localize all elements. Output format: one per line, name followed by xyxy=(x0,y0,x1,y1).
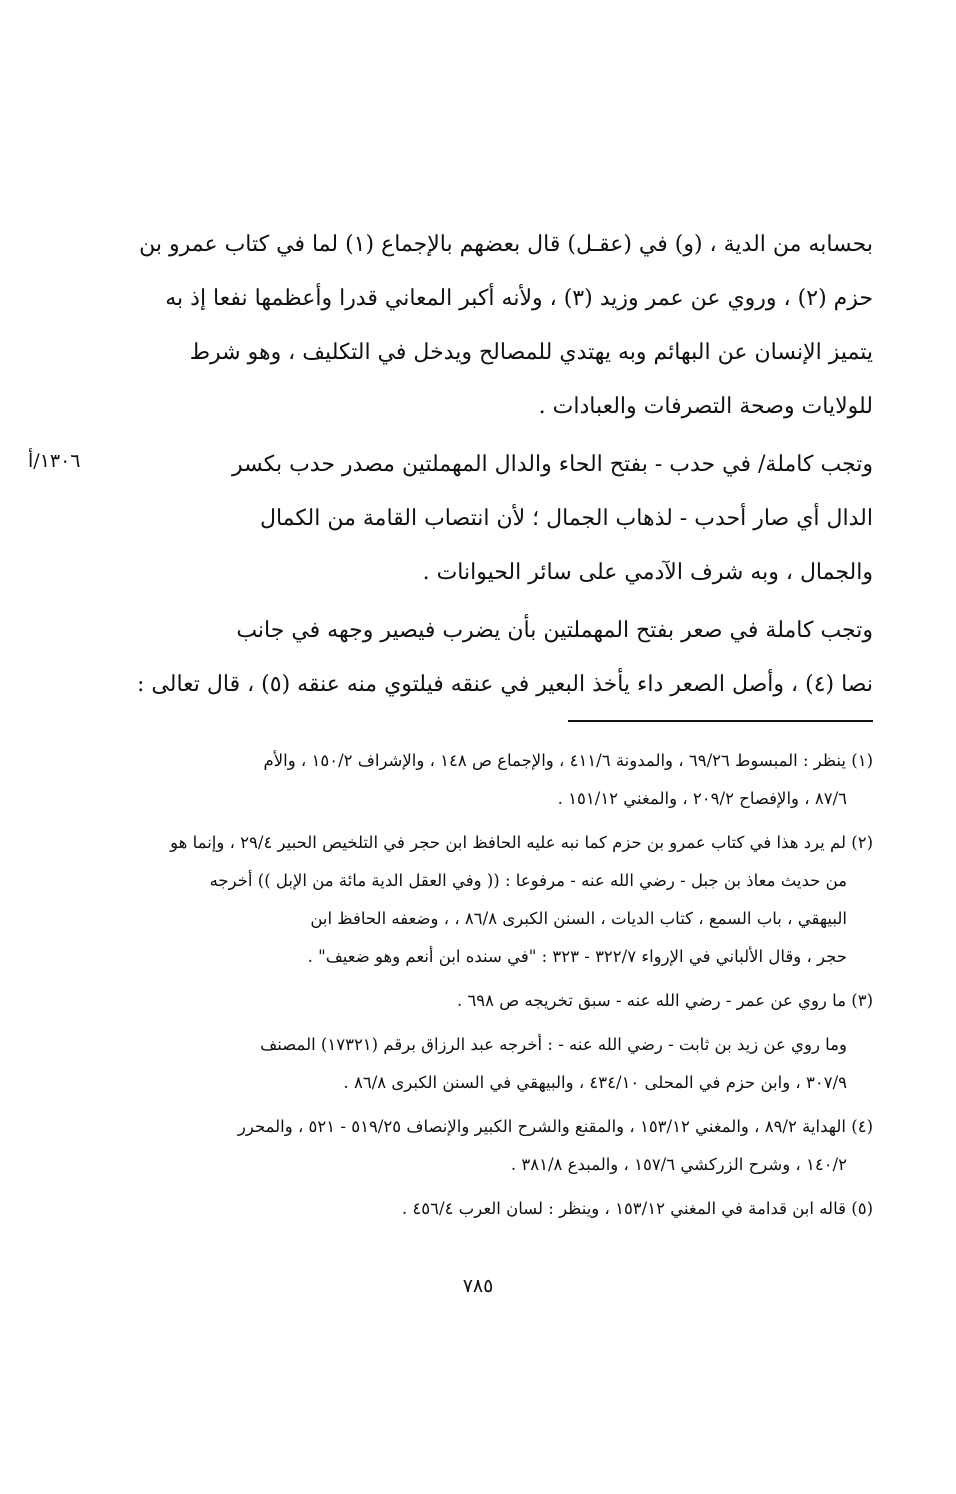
footnote-line: ١٤٠/٢ ، وشرح الزركشي ١٥٧/٦ ، والمبدع ٣٨١/٨ . xyxy=(510,1155,847,1174)
footnote-line: (٤) الهداية ٨٩/٢ ، والمغني ١٥٣/١٢ ، والمقنع والشرح الكبير والإنصاف ٥١٩/٢٥ - ٥٢١ ، والمحرر xyxy=(237,1117,873,1136)
footnote-5 xyxy=(140,1190,873,1228)
footnote-line: (٣) ما روي عن عمر - رضي الله عنه - سبق تخريجه ص ٦٩٨ . xyxy=(456,991,873,1010)
footnote-line: وما روي عن زيد بن ثابت - رضي الله عنه - : أخرجه عبد الرزاق برقم (١٧٣٢١) المصنف xyxy=(260,1035,847,1054)
paragraph-intellect xyxy=(140,218,873,434)
footnote-2 xyxy=(140,824,873,976)
paragraph-neck-twist xyxy=(137,604,873,712)
footnote-line: من حديث معاذ بن جبل - رضي الله عنه - مرفوعا : (( وفي العقل الدية مائة من الإبل )) أخرجه xyxy=(209,871,847,890)
text-line: وتجب كاملة/ في حدب - بفتح الحاء والدال المهملتين مصدر حدب بكسر xyxy=(232,452,873,477)
text-line: بحسابه من الدية ، (و) في (عقـل) قال بعضهم بالإجماع (١) لما في كتاب عمرو بن xyxy=(139,232,873,257)
margin-folio-note: ١٣٠٦/أ xyxy=(28,450,81,472)
text-line: وتجب كاملة في صعر بفتح المهملتين بأن يضرب فيصير وجهه في جانب xyxy=(236,618,873,643)
footnote-4 xyxy=(140,1108,873,1184)
footnote-line: (٢) لم يرد هذا في كتاب عمرو بن حزم كما نبه عليه الحافظ ابن حجر في التلخيص الحبير ٢٩/٤ ، وإنما هو xyxy=(170,833,873,852)
footnote-3-continued xyxy=(140,1026,873,1102)
text-line: حزم (٢) ، وروي عن عمر وزيد (٣) ، ولأنه أكبر المعاني قدرا وأعظمها نفعا إذ به xyxy=(165,286,873,311)
text-line: نصا (٤) ، وأصل الصعر داء يأخذ البعير في عنقه فيلتوي منه عنقه (٥) ، قال تعالى : xyxy=(137,672,873,697)
footnote-line: البيهقي ، باب السمع ، كتاب الديات ، السنن الكبرى ٨٦/٨ ، ، وضعفه الحافظ ابن xyxy=(310,909,847,928)
text-line: يتميز الإنسان عن البهائم وبه يهتدي للمصالح ويدخل في التكليف ، وهو شرط xyxy=(189,340,873,365)
footnote-line: حجر ، وقال الألباني في الإرواء ٣٢٢/٧ - ٣٢٣ : "في سنده ابن أنعم وهو ضعيف" . xyxy=(307,947,847,966)
text-line: للولايات وصحة التصرفات والعبادات . xyxy=(538,394,873,419)
text-line: الدال أي صار أحدب - لذهاب الجمال ؛ لأن انتصاب القامة من الكمال xyxy=(259,506,873,531)
paragraph-hunchback xyxy=(140,438,873,600)
footnote-line: (٥) قاله ابن قدامة في المغني ١٥٣/١٢ ، وينظر : لسان العرب ٤٥٦/٤ . xyxy=(401,1199,873,1218)
page-number: ٧٨٥ xyxy=(462,1275,494,1297)
footnote-1 xyxy=(140,742,873,818)
footnote-line: ٣٠٧/٩ ، وابن حزم في المحلى ٤٣٤/١٠ ، والبيهقي في السنن الكبرى ٨٦/٨ . xyxy=(343,1073,847,1092)
text-line: والجمال ، وبه شرف الآدمي على سائر الحيوانات . xyxy=(422,560,873,585)
footnote-line: (١) ينظر : المبسوط ٦٩/٢٦ ، والمدونة ٤١١/٦ ، والإجماع ص ١٤٨ ، والإشراف ١٥٠/٢ ، والأم xyxy=(263,751,873,770)
footnote-separator xyxy=(568,720,873,722)
footnote-3 xyxy=(140,982,873,1020)
footnotes xyxy=(140,742,873,1234)
footnote-line: ٨٧/٦ ، والإفصاح ٢٠٩/٢ ، والمغني ١٥١/١٢ . xyxy=(557,789,847,808)
